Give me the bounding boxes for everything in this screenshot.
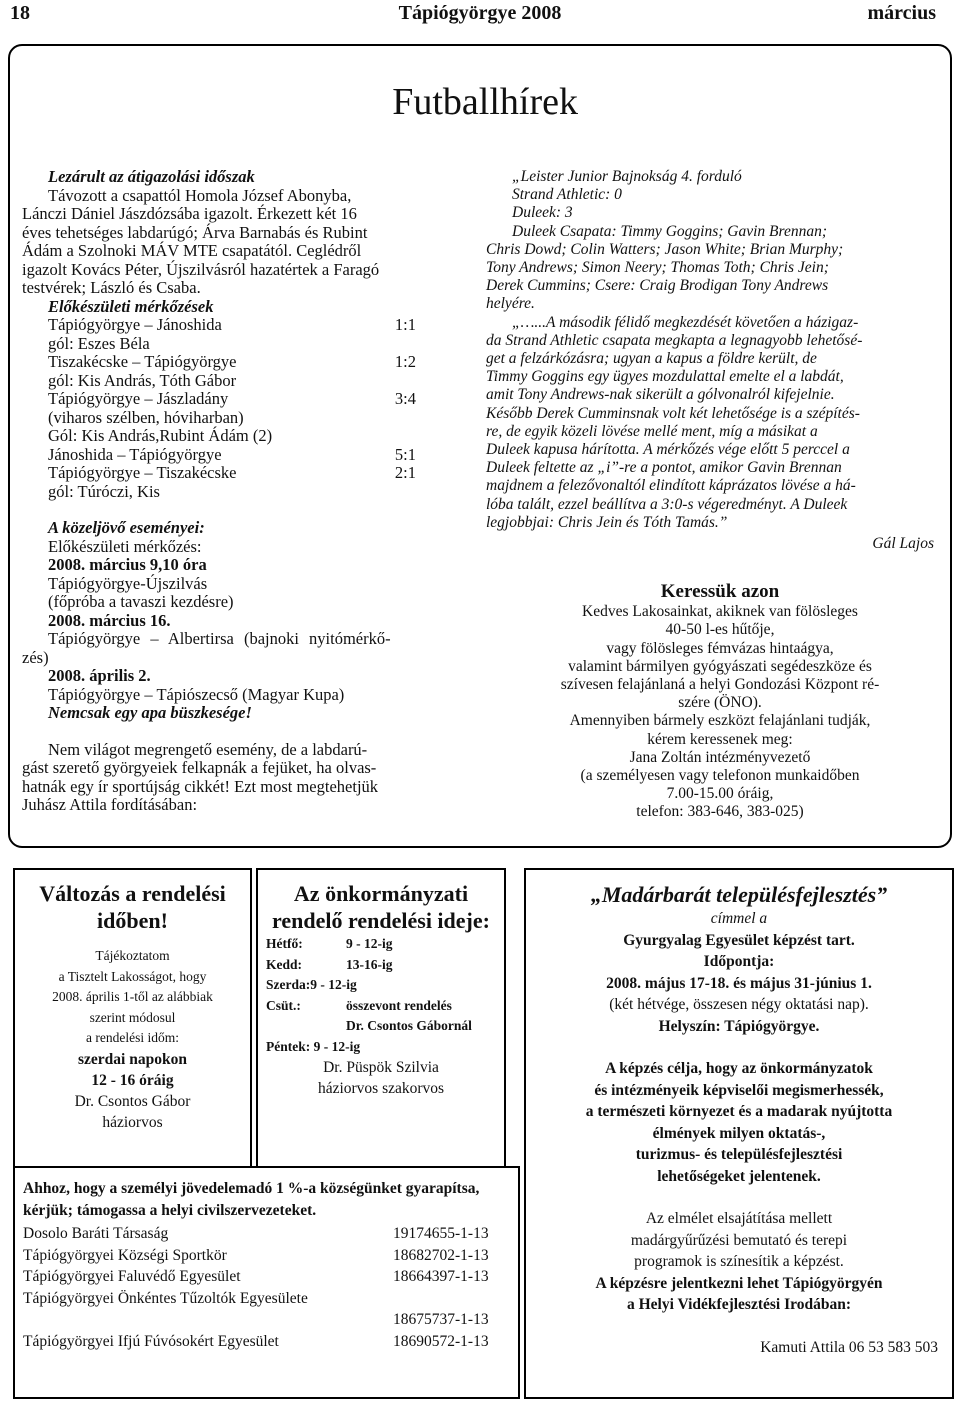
upcoming-line: Előkészületi mérkőzés: (48, 536, 202, 556)
doctor-name: Dr. Püspök Szilvia (323, 1059, 439, 1076)
org-row: Dosolo Baráti Társaság 19174655-1-13 (23, 1225, 489, 1242)
upcoming-line: Tápiógyörgye – Tápiószecső (Magyar Kupa) (48, 684, 345, 704)
org-row: Tápiógyörgyei Községi Sportkör 18682702-1-13 (23, 1246, 489, 1264)
right-column (486, 168, 938, 553)
upcoming-date: 2008. március 9,10 óra (48, 555, 207, 574)
article-line: da Strand Athletic csapata megkapta a legnagyobb lehetősé- (486, 331, 863, 349)
match-goals: gól: Kis András, Tóth Gábor (48, 370, 237, 390)
notice-line: kérem keressenek meg: (647, 730, 793, 748)
doctor-name: Dr. Csontos Gábor (74, 1092, 191, 1110)
closing-text: Nem világot megrengető esemény, de a labdarú- gást szerető györgyeiek felkapnák a fejüket, ha olvas- hatnák egy ír sportújság cikkét! Ezt most megtehetjük Juhász Attila fordításában: (22, 739, 379, 814)
article-line: Duleek Csapata: Timmy Goggins; Gavin Brennan; (512, 222, 827, 240)
box-heading: Az önkormányzati rendelő rendelési ideje: (272, 881, 490, 933)
transfers-text: Távozott a csapattól Homola József Abonyba, Lánczi Dániel Jászdózsába igazolt. Érkezett két 16 éves tehetséges labdarúgó; Árva Barnabás és Rubint Ádám a Szolnoki MÁV MTE csapatától. Ceglédről igazolt Kovács Péter, Újszilvásról hazatértek a Faragó testvérek; László és Csaba. (22, 185, 380, 297)
article-line: re, de egyik közeli lövése mellé ment, míg a másikat a (486, 422, 818, 440)
doctor-role: háziorvos (102, 1113, 163, 1131)
notice-line: telefon: 383-646, 383-025) (636, 803, 804, 821)
article-author: Gál Lajos (872, 535, 934, 553)
notice-line: szére (ÖNO). (678, 694, 762, 712)
friendly-heading: Előkészületi mérkőzések (48, 296, 214, 316)
match-row: Tápiógyörgye – Tiszakécske 2:1 (48, 463, 416, 482)
match-row: Tápiógyörgye – Jászladány 3:4 (48, 389, 416, 408)
article-line: helyére. (486, 295, 535, 313)
box-heading: Ahhoz, hogy a személyi jövedelemadó 1 %-a községünket gyarapítsa, kérjük; támogassa a helyi civilszervezeteket. (23, 1180, 480, 1219)
article-line: Timmy Goggins egy ügyes mozdulattal emelte el a labdát, (486, 368, 844, 386)
article-line: Duleek kapusa hárította. A mérkőzés vége előtt 5 perccel a (486, 441, 850, 459)
box-heading: „Madárbarát településfejlesztés” (590, 882, 888, 907)
org-row: 18675737-1-13 (393, 1311, 489, 1328)
org-row: Tápiógyörgyei Ifjú Fúvósokért Egyesület 18690572-1-13 (23, 1332, 489, 1350)
box-line: Tájékoztatom (95, 948, 170, 963)
upcoming-date: 2008. március 16. (48, 610, 171, 630)
notice-line: Jana Zoltán intézményvezető (629, 748, 811, 766)
notice-keressuk (520, 583, 920, 822)
match-row: Jánoshida – Tápiógyörgye 5:1 (48, 444, 416, 464)
org-row: Tápiógyörgyei Önkéntes Tűzoltók Egyesülete (23, 1289, 308, 1307)
article-line: Tony Andrews; Simon Neery; Thomas Toth; Chris Jein; (486, 259, 829, 277)
notice-line: valamint bármilyen gyógyászati segédeszköze és (568, 657, 872, 675)
score-line: Strand Athletic: 0 (512, 186, 622, 204)
transfers-heading: Lezárult az átigazolási időszak (48, 167, 255, 186)
score-line: Duleek: 3 (512, 204, 573, 222)
article-line: get a felzárkózásra; ugyan a kapus a földre került, de (486, 350, 817, 368)
left-column (22, 168, 474, 815)
upcoming-heading: A közeljövő eseményei: (48, 518, 205, 537)
office-hours-change-box (13, 868, 252, 1168)
article-line: legjobbjai: Chris Jein és Tóth Tamás.” (486, 513, 728, 531)
article-line: Később Derek Cumminsnak volt két lehetősége is a szépítés- (486, 404, 860, 422)
paper-title: Tápiógyörgye 2008 (398, 2, 562, 24)
tax-donation-box (13, 1166, 520, 1399)
notice-line: 40-50 l-es hűtője, (665, 621, 775, 639)
match-goals: gól: Eszes Béla (48, 333, 150, 353)
match-goals: Gól: Kis András,Rubint Ádám (2) (48, 426, 273, 445)
match-goals: gól: Túróczi, Kis (48, 481, 160, 501)
article-line: Derek Cummins; Csere: Craig Brodigan Tony Andrews (486, 277, 829, 295)
box-line: szerint módosul (89, 1009, 176, 1025)
training-box: „Madárbarát településfejlesztés” címmel a Gyurgyalag Egyesület képzést tart. Időpontja: 2008. május 17-18. és május 31-június 1. (két hétvége, összesen négy oktatási nap). Helyszín: Tápiógyörgye. A képzés célja, hogy az önkormányzatok és intézményeik képviselői megismerhessék, a természeti környezet és a madarak nyújtotta élmények milyen oktatás-, turizmus- és településfejlesztési lehetőségeket jelentenek. Az elmélet elsajátítása mellett madárgyűrűzési bemutató és terepi programok is színesítik a képzést. A képzésre jelentkezni lehet Tápiógyörgyén a Helyi Vidékfejlesztési Irodában: Kamuti Attila 06 53 583 503 (524, 868, 954, 1399)
match-row: Tápiógyörgye – Jánoshida 1:1 (48, 315, 416, 334)
upcoming-line: zés) (22, 647, 49, 667)
box-bold-line: 12 - 16 óráig (91, 1071, 174, 1089)
upcoming-date: 2008. április 2. (48, 666, 151, 685)
article-title: Futballhírek (392, 81, 578, 123)
article-line: lóba talált, ezzel beállítva a 3:0-s végeredményt. A Duleek (486, 495, 848, 513)
upcoming-line: (főpróba a tavaszi kezdésre) (48, 592, 234, 611)
issue-month: március (867, 2, 936, 24)
notice-title: Keressük azon (660, 581, 780, 602)
article-line: „…...A második félidő megkezdését követően a házigaz- (512, 313, 859, 331)
doctor-role: háziorvos szakorvos (317, 1080, 445, 1097)
notice-line: szívesen felajánlaná a helyi Gondozási Központ ré- (560, 676, 880, 694)
article-line: majdnem a felezővonaltól elindított káprázatos lövése a há- (486, 477, 856, 495)
match-row: Tiszakécske – Tápiógyörgye 1:2 (48, 352, 416, 371)
match-note: (viharos szélben, hóviharban) (48, 407, 244, 427)
article-line: Duleek feltette az „i”-re a pontot, amikor Gavin Brennan (486, 459, 842, 477)
notice-line: 7.00-15.00 óráig, (666, 785, 774, 803)
org-row: Tápiógyörgyei Faluvédő Egyesület 18664397-1-13 (23, 1268, 489, 1285)
notice-line: Kedves Lakosainkat, akiknek van fölösleges (582, 603, 858, 621)
subheading: Nemcsak egy apa büszkesége! (48, 703, 252, 722)
box-bold-line: szerdai napokon (78, 1050, 187, 1068)
box-line: a rendelési időm: (86, 1030, 179, 1045)
schedule: Hétfő: 9 - 12-ig Kedd: 13-16-ig Szerda:9 - 12-ig Csüt.: összevont rendelés Dr. Csontos Gábornál Péntek: 9 - 12-ig (266, 936, 472, 1054)
notice-line: Amennyiben bármely eszközt felajánlani tudják, (569, 712, 871, 730)
page-number: 18 (10, 2, 30, 24)
upcoming-line: Tápiógyörgye – Albertirsa (bajnoki nyitómérkő- (48, 629, 391, 648)
upcoming-line: Tápiógyörgye-Újszilvás (48, 573, 208, 593)
article-line: amit Tony Andrews-nak sikerült a gólvonalról kifejelnie. (486, 386, 835, 404)
article-line: „Leister Junior Bajnokság 4. forduló (512, 168, 742, 185)
page-header (0, 0, 960, 26)
article-line: Chris Dowd; Colin Watters; Jason White; Brian Murphy; (486, 240, 844, 258)
box-line: a Tisztelt Lakosságot, hogy (58, 968, 207, 984)
notice-line: (a személyesen vagy telefonon munkaidőben (580, 767, 860, 785)
contact-line: Kamuti Attila 06 53 583 503 (760, 1338, 938, 1356)
clinic-hours-box (256, 868, 506, 1168)
notice-line: vagy fölösleges fémvázas hintaágya, (606, 639, 834, 657)
box-heading: Változás a rendelési időben! (39, 881, 226, 933)
box-line: 2008. április 1-től az alábbiak (52, 989, 213, 1004)
